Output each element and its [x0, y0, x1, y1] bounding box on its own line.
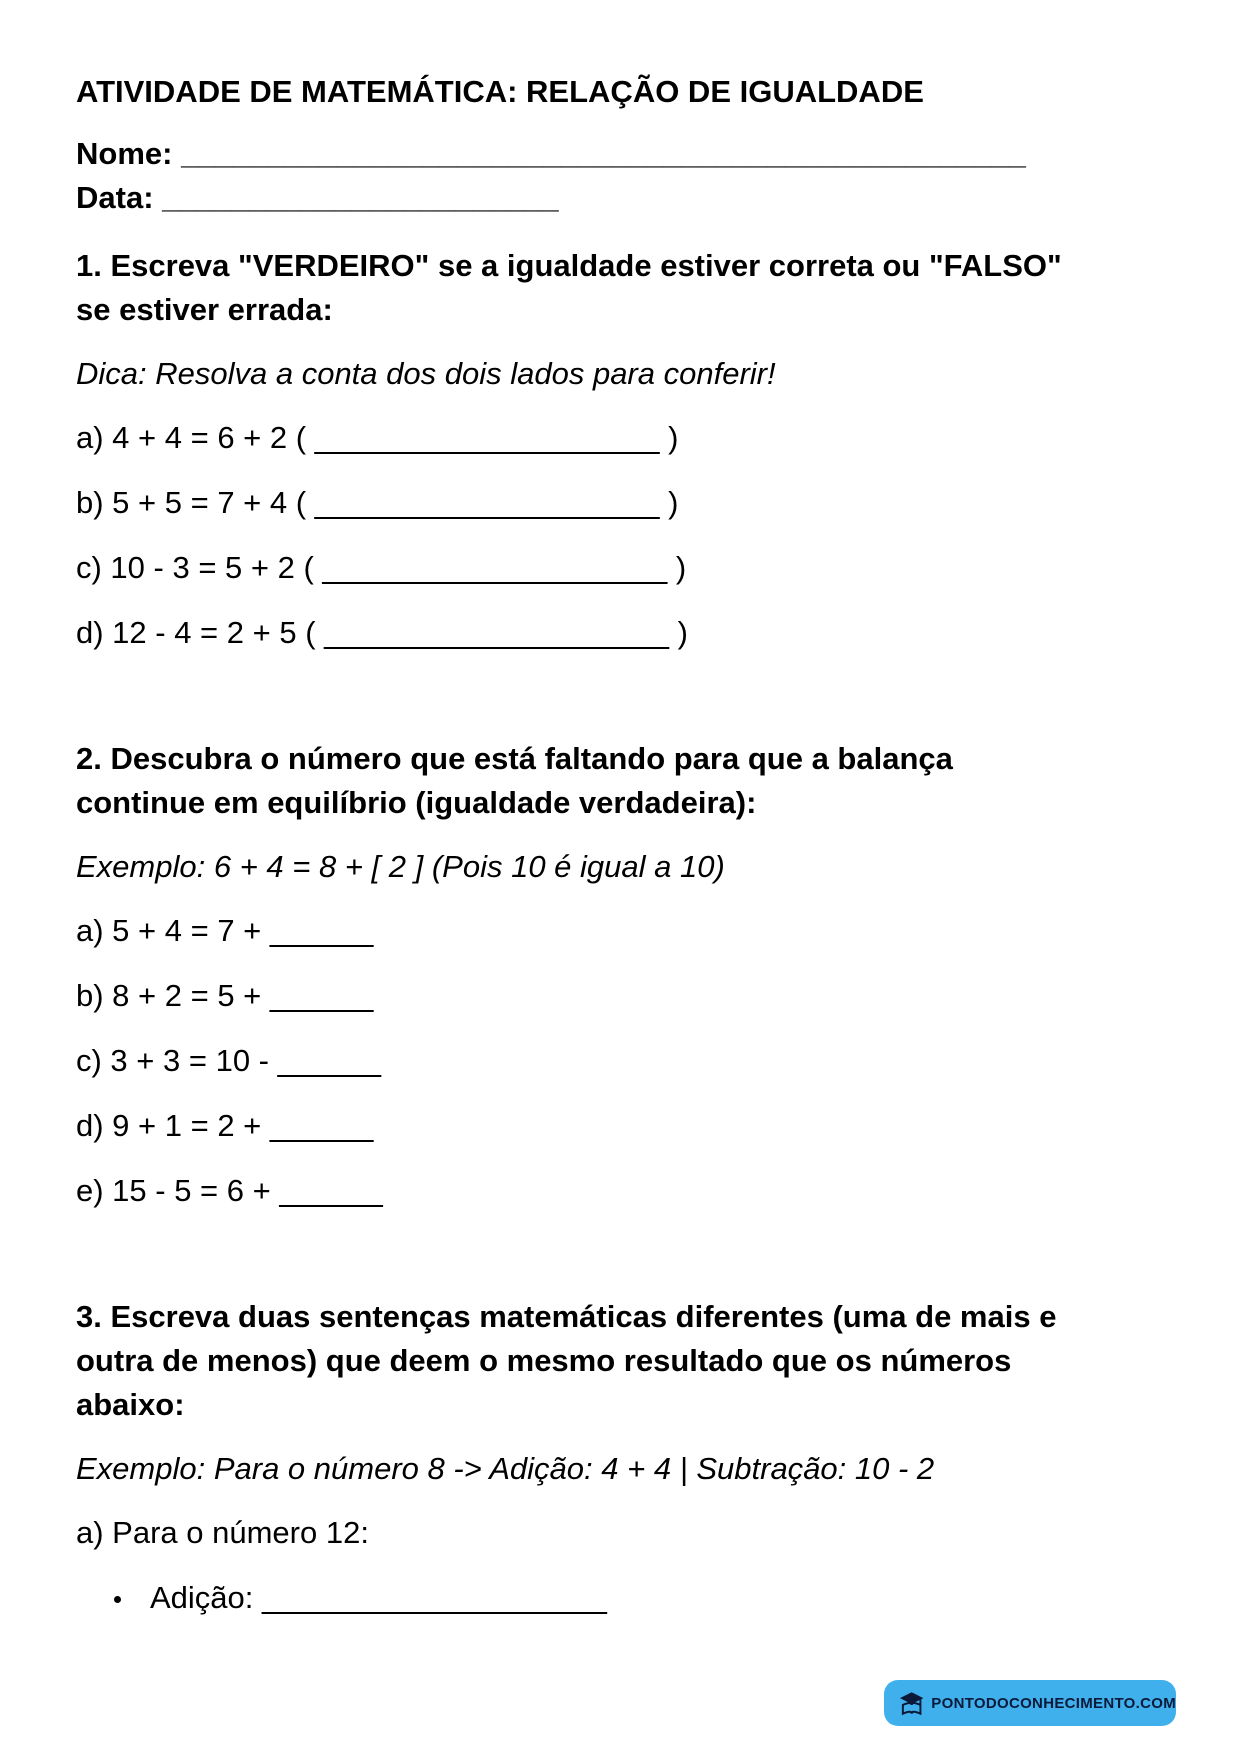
question-1-item-b: b) 5 + 5 = 7 + 4 ( ____________________ ) [76, 485, 679, 520]
question-3-title-line1: 3. Escreva duas sentenças matemáticas diferentes (uma de mais e [76, 1299, 1057, 1334]
site-logo-badge [884, 1680, 1176, 1726]
question-2-title-line1: 2. Descubra o número que está faltando para que a balança [76, 741, 953, 776]
question-1 [76, 244, 1166, 655]
question-2-hint: Exemplo: 6 + 4 = 8 + [ 2 ] (Pois 10 é igual a 10) [76, 849, 725, 884]
question-2 [76, 737, 1166, 1213]
page-title: ATIVIDADE DE MATEMÁTICA: RELAÇÃO DE IGUALDADE [76, 74, 924, 109]
name-field: Nome: _________________________________________________ [76, 136, 1026, 171]
bullet-dot-icon [114, 1596, 121, 1603]
bullet-item-addition-text: Adição: ____________________ [150, 1580, 607, 1615]
question-2-item-d: d) 9 + 1 = 2 + ______ [76, 1108, 374, 1143]
question-2-item-b: b) 8 + 2 = 5 + ______ [76, 978, 374, 1013]
bullet-item-addition [76, 1576, 1166, 1620]
question-3-title-line2: outra de menos) que deem o mesmo resultado que os números [76, 1343, 1012, 1378]
question-2-item-c: c) 3 + 3 = 10 - ______ [76, 1043, 382, 1078]
question-2-item-a: a) 5 + 4 = 7 + ______ [76, 913, 374, 948]
question-3 [76, 1295, 1166, 1620]
question-2-item-e: e) 15 - 5 = 6 + ______ [76, 1173, 383, 1208]
question-1-item-d: d) 12 - 4 = 2 + 5 ( ____________________ ) [76, 615, 688, 650]
date-field: Data: _______________________ [76, 180, 559, 215]
graduation-book-icon [898, 1689, 925, 1717]
question-3-title-line3: abaixo: [76, 1387, 185, 1422]
question-3-hint: Exemplo: Para o número 8 -> Adição: 4 + 4 | Subtração: 10 - 2 [76, 1451, 935, 1486]
question-1-hint: Dica: Resolva a conta dos dois lados para conferir! [76, 356, 776, 391]
question-1-item-a: a) 4 + 4 = 6 + 2 ( ____________________ ) [76, 420, 679, 455]
question-1-item-c: c) 10 - 3 = 5 + 2 ( ____________________ ) [76, 550, 687, 585]
question-1-title-line2: se estiver errada: [76, 292, 333, 327]
site-logo-text: PONTODOCONHECIMENTO.COM [931, 1694, 1176, 1712]
question-3-item-a: a) Para o número 12: [76, 1515, 369, 1550]
worksheet-page [76, 70, 1166, 1620]
question-1-title-line1: 1. Escreva "VERDEIRO" se a igualdade estiver correta ou "FALSO" [76, 248, 1062, 283]
question-3-bullets [76, 1576, 1166, 1620]
question-2-title-line2: continue em equilíbrio (igualdade verdadeira): [76, 785, 757, 820]
